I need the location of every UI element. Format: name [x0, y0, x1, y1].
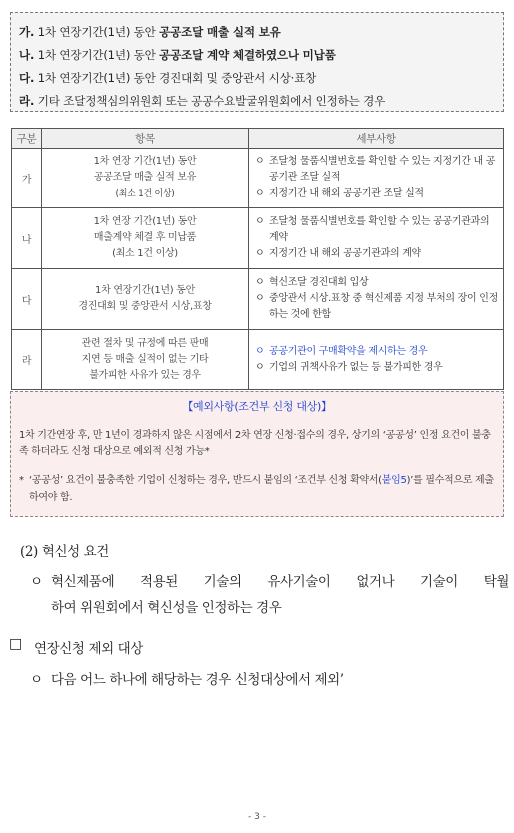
attachment-reference: 붙임5 — [381, 475, 407, 486]
criteria-summary-box — [10, 12, 504, 112]
summary-line-ga: 가. 1차 연장기간(1년) 동안 공공조달 매출 실적 보유 — [19, 25, 281, 39]
bullet-marker: ㅇ — [30, 574, 43, 590]
exception-box — [10, 391, 504, 517]
square-bullet-icon: □ — [9, 636, 22, 652]
exception-note: * ‘공공성’ 요건이 불충족한 기업이 신청하는 경우, 반드시 붙임의 ‘조건부 신청 확약서(붙임5)’를 필수적으로 제출하여야 함. — [19, 475, 494, 503]
exclusion-line: 다음 어느 하나에 해당하는 경우 신청대상에서 제외’ — [51, 672, 344, 688]
innovation-line-2: 하여 위원회에서 혁신성을 인정하는 경우 — [51, 600, 282, 616]
header-category: 구분 — [12, 129, 42, 149]
section-heading-exclusion: 연장신청 제외 대상 — [34, 641, 143, 657]
criteria-table — [11, 128, 504, 390]
table-row: 라 관련 절차 및 규정에 따른 판매 지연 등 매출 실적이 없는 기타 불가피한 사유가 있는 경우 ㅇ 공공기관이 구매확약을 제시하는 경우 ㅇ 기업의 귀책사유가 없는 등 불가피한 경우 — [12, 330, 504, 390]
table-header-row — [12, 129, 504, 149]
summary-line-ra: 라. 기타 조달정책심의위원회 또는 공공수요발굴위원회에서 인정하는 경우 — [19, 94, 386, 108]
section-heading-innovation: (2) 혁신성 요건 — [20, 544, 109, 560]
page-number: - 3 - — [248, 812, 266, 822]
bullet-marker: ㅇ — [30, 672, 43, 688]
summary-line-na: 나. 1차 연장기간(1년) 동안 공공조달 계약 체결하였으나 미납품 — [19, 48, 336, 62]
header-details: 세부사항 — [249, 129, 504, 149]
table-row: 가 1차 연장 기간(1년) 동안 공공조달 매출 실적 보유 (최소 1건 이상) ㅇ 조달청 물품식별번호를 확인할 수 있는 지정기간 내 공공기관 조달 실적 ㅇ 지정기간 내 해외 공공기관 조달 실적 — [12, 149, 504, 208]
table-row: 나 1차 연장 기간(1년) 동안 매출계약 체결 후 미납품 (최소 1건 이상) ㅇ 조달청 물품식별번호를 확인할 수 있는 공공기관과의 계약 ㅇ 지정기간 내 해외 공공기관과의 계약 — [12, 208, 504, 269]
exception-title: 【예외사항(조건부 신청 대상)】 — [182, 400, 332, 413]
table-row: 다 1차 연장기간(1년) 동안 경진대회 및 중앙관서 시상,표창 ㅇ 혁신조달 경진대회 입상 ㅇ 중앙관서 시상.표창 중 혁신제품 지정 부처의 장이 인정하는 것에 한함 — [12, 269, 504, 330]
innovation-line-1: 혁신제품에 적용된 기술의 유사기술이 없거나 기술이 탁월 — [51, 574, 509, 590]
exception-paragraph: 1차 기간연장 후, 만 1년이 경과하지 않은 시점에서 2차 연장 신청·접수의 경우, 상기의 ‘공공성’ 인정 요건이 불충족 하더라도 신청 대상으로 예외적 신청 가능* — [19, 430, 491, 457]
header-item: 항목 — [42, 129, 249, 149]
summary-line-da: 다. 1차 연장기간(1년) 동안 경진대회 및 중앙관서 시상·표창 — [19, 71, 317, 85]
